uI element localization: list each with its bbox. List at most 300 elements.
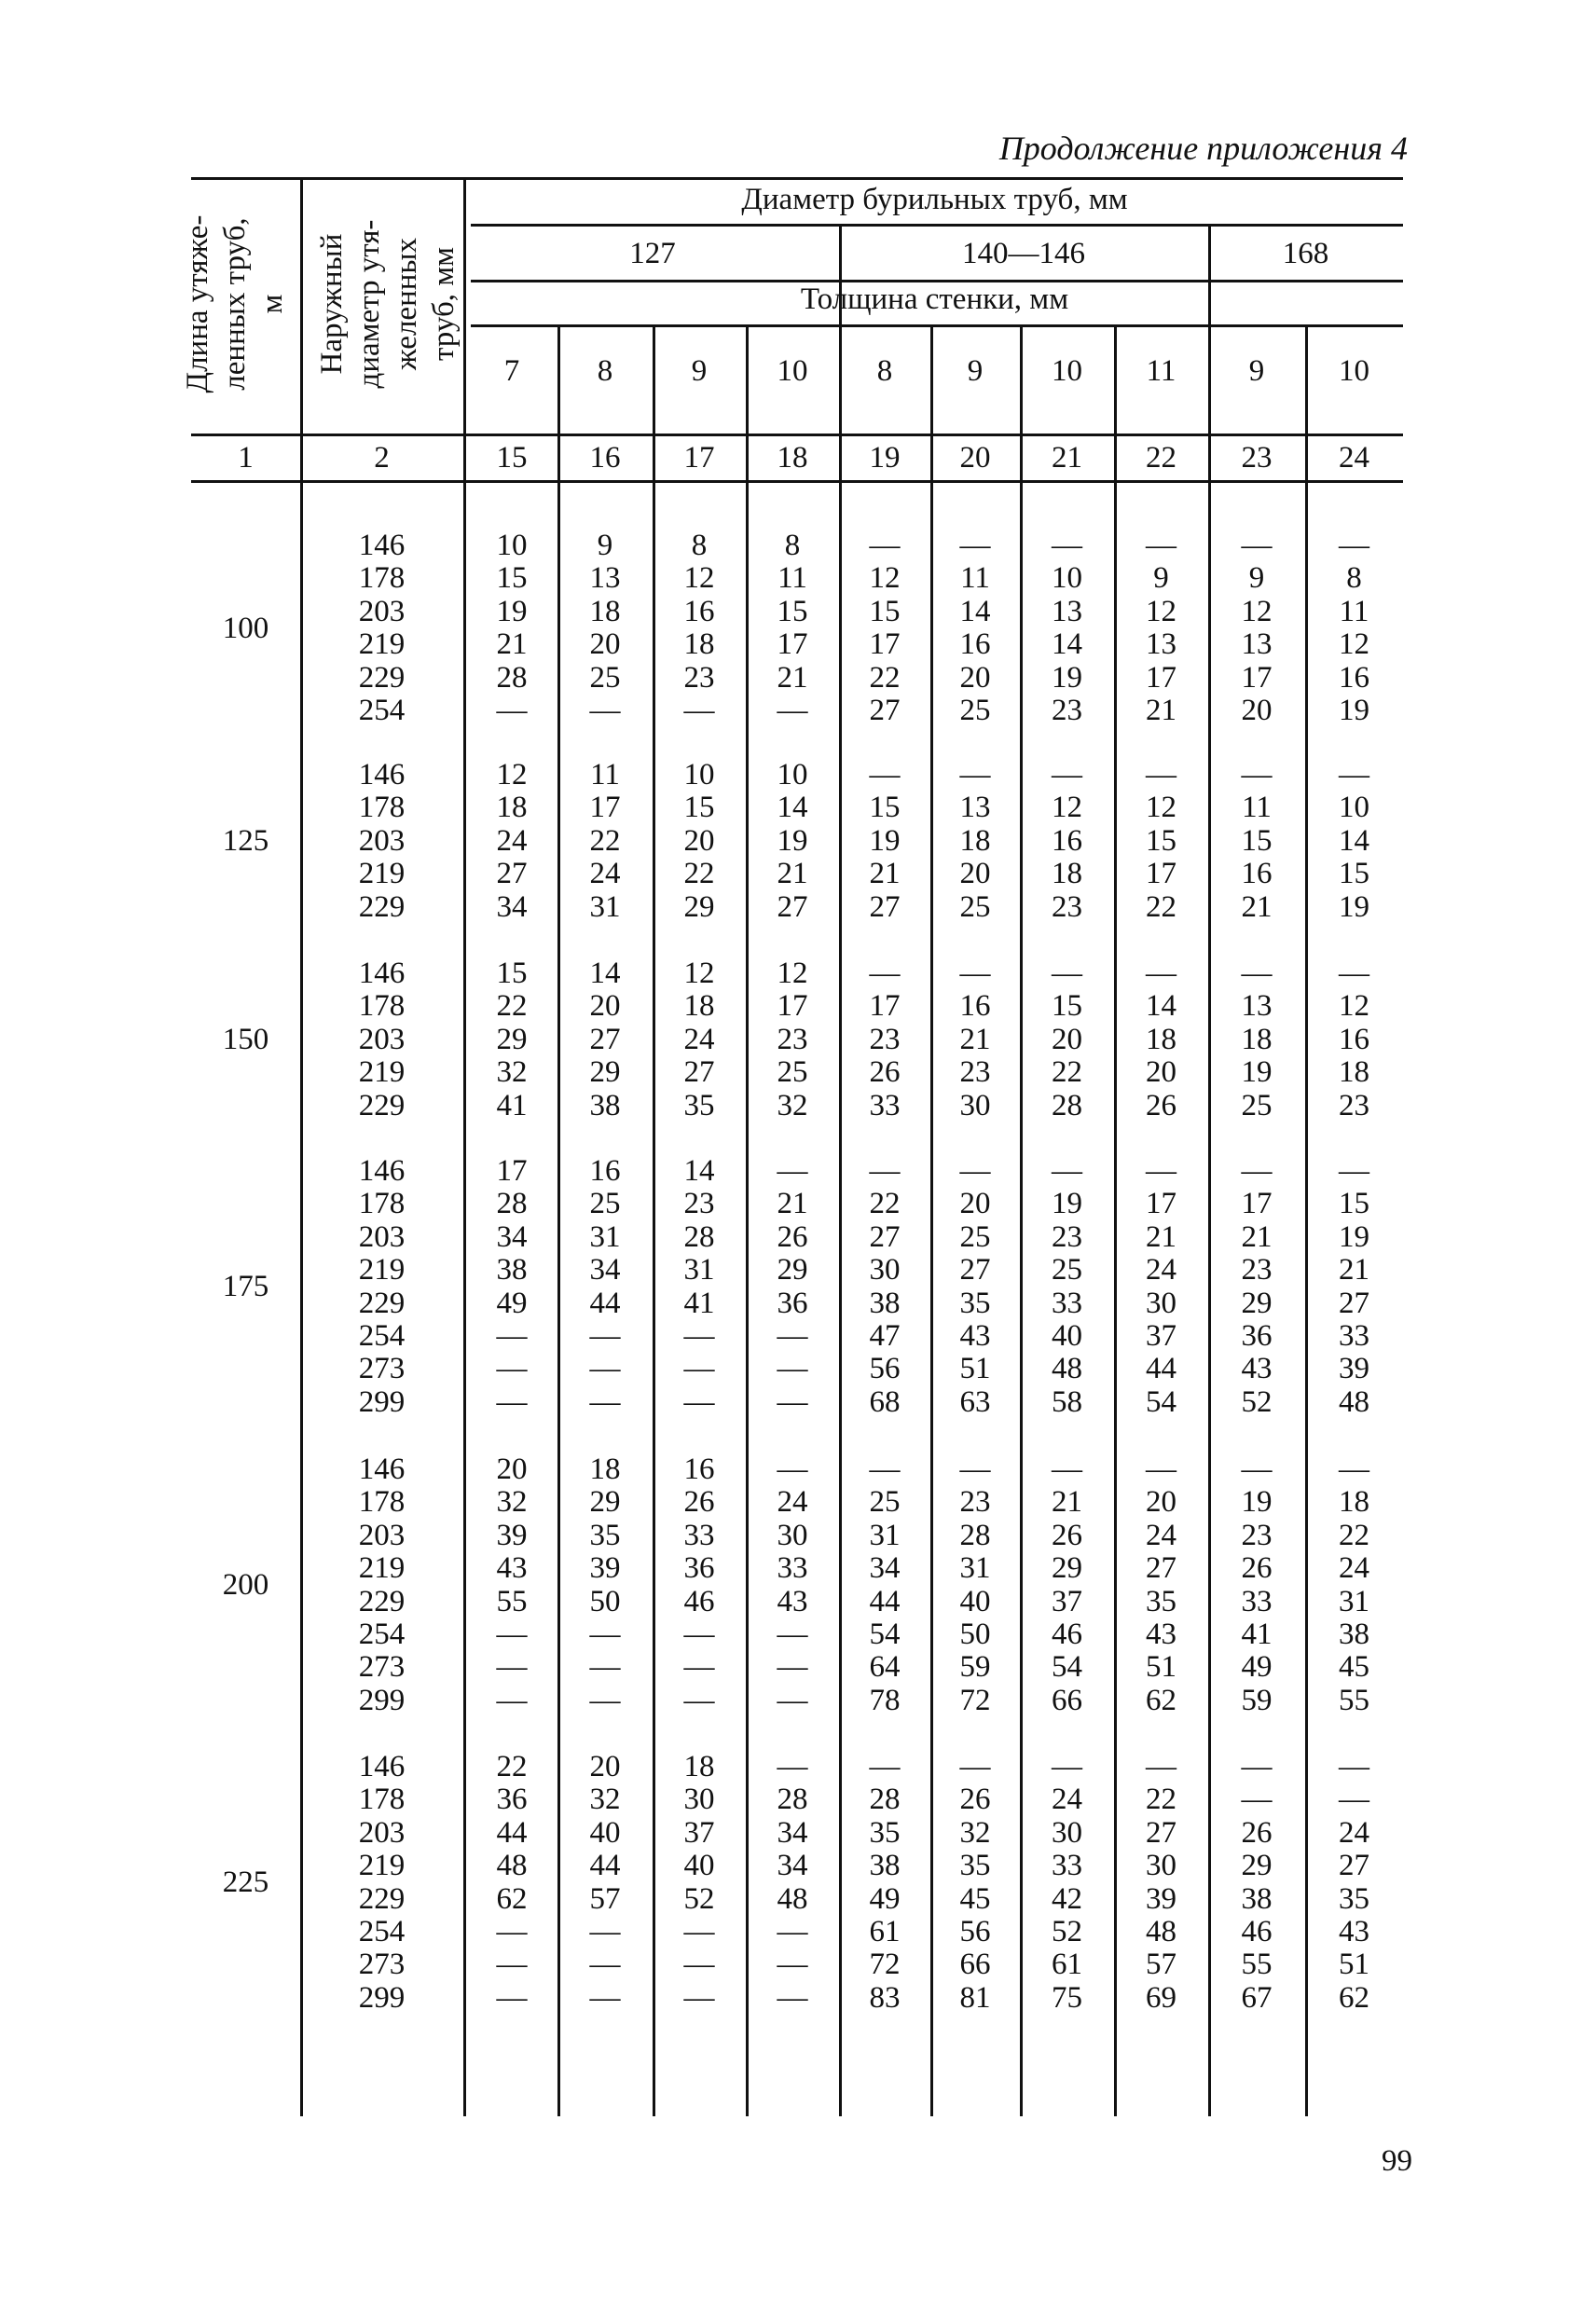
table-cell: 61 [1052,1948,1082,1982]
column-number-1: 1 [238,441,254,475]
table-cell: 27 [683,1055,715,1090]
table-cell: 39 [589,1551,621,1586]
table-cell: — [683,1319,715,1354]
table-cell: 23 [869,1022,901,1056]
value-column [1305,1751,1403,2015]
table-cell: 62 [1339,1980,1369,2015]
table-cell: 25 [959,889,991,924]
table-cell: — [496,1618,528,1652]
table-cell: 46 [1241,1915,1273,1949]
table-cell: — [1052,957,1082,990]
od-value: 273 [358,1650,406,1685]
thickness-header-3: 9 [691,354,708,388]
header-od-line2: диаметр утя- [352,219,386,389]
table-cell: 67 [1241,1980,1273,2015]
table-cell: 49 [496,1286,528,1320]
table-cell: 20 [959,660,991,695]
table-cell: 17 [1146,660,1176,695]
od-value: 203 [358,823,406,858]
table-cell: 38 [1339,1618,1369,1652]
table-cell: — [1241,1750,1273,1783]
table-cell: 18 [683,627,715,662]
thickness-header-2: 8 [597,354,613,388]
table-cell: 64 [869,1650,901,1685]
table-cell: 41 [1241,1618,1273,1652]
table-cell: 14 [959,594,991,628]
table-cell: — [683,1915,715,1949]
table-cell: 56 [869,1352,901,1386]
length-cell: 100 [222,611,269,645]
table-cell: 32 [496,1485,528,1520]
table-cell: 31 [683,1253,715,1287]
table-cell: 66 [1052,1683,1082,1717]
column-number-18: 18 [777,441,808,475]
table-cell: — [1146,957,1176,990]
table-cell: 17 [1146,857,1176,891]
table-cell: 54 [1052,1650,1082,1685]
table-cell: — [1146,529,1176,562]
table-cell: 28 [869,1783,901,1817]
value-column [1114,759,1208,924]
table-cell: 18 [589,594,621,628]
table-cell: 30 [1146,1849,1176,1883]
table-cell: 35 [589,1518,621,1552]
table-cell: 20 [589,989,621,1024]
header-drillpipe-diameter: Диаметр бурильных труб, мм [741,183,1128,216]
table-cell: 22 [1146,1783,1176,1817]
table-cell: 34 [777,1849,808,1883]
table-cell: 11 [590,758,620,792]
table-cell: 35 [1339,1881,1369,1916]
table-cell: — [1339,529,1369,562]
table-cell: — [1146,1750,1176,1783]
table-cell: 29 [1052,1551,1082,1586]
value-column [1305,530,1403,727]
table-cell: 43 [1146,1618,1176,1652]
table-cell: 59 [959,1650,991,1685]
table-cell: 29 [589,1055,621,1090]
value-column [557,1155,653,1419]
table-cell: — [1146,1453,1176,1486]
table-cell: 11 [1339,594,1369,628]
table-cell: 19 [1339,694,1369,728]
value-column [1208,530,1305,727]
od-value: 146 [358,529,406,562]
table-cell: 22 [496,989,528,1024]
table-cell: 26 [1146,1088,1176,1122]
table-cell: 17 [869,627,901,662]
table-cell: 23 [1052,889,1082,924]
value-column [839,957,930,1122]
table-cell: 14 [1339,823,1369,858]
od-value: 229 [358,1088,406,1122]
table-cell: 40 [683,1849,715,1883]
od-value: 146 [358,1453,406,1486]
table-cell: 62 [1146,1683,1176,1717]
table-cell: 26 [777,1219,808,1254]
table-cell: 32 [496,1055,528,1090]
table-cell: 28 [683,1219,715,1254]
value-column [1305,1155,1403,1419]
value-column [1305,759,1403,924]
table-cell: — [1339,758,1369,792]
length-cell: 150 [222,1022,269,1056]
column-number-22: 22 [1146,441,1176,475]
table-cell: — [869,758,901,792]
od-value: 254 [358,1915,406,1949]
od-value: 178 [358,1187,406,1221]
table-cell: — [959,1750,991,1783]
table-cell: — [683,1618,715,1652]
thickness-header-1: 7 [503,354,520,388]
table-cell: 16 [589,1154,621,1188]
table-cell: 28 [496,1187,528,1221]
table-cell: 26 [683,1485,715,1520]
table-cell: 16 [1052,823,1082,858]
table-cell: 16 [959,627,991,662]
table-cell: 45 [959,1881,991,1916]
header-length [179,188,291,420]
table-cell: 17 [1241,660,1273,695]
table-cell: 20 [1241,694,1273,728]
column-number-20: 20 [959,441,991,475]
table-cell: 23 [959,1055,991,1090]
table-cell: 16 [1241,857,1273,891]
value-column [746,1751,839,2015]
table-cell: 21 [1241,1219,1273,1254]
table-cell: 27 [1339,1286,1369,1320]
table-cell: 17 [1241,1187,1273,1221]
header-diameter-140-146: 140—146 [962,237,1085,270]
table-cell: — [683,1384,715,1419]
table-cell: 19 [1339,1219,1369,1254]
value-column [466,759,557,924]
value-column [930,1751,1020,2015]
table-cell: — [1146,1154,1176,1188]
table-cell: — [777,1319,808,1354]
column-number-2: 2 [374,441,390,475]
table-cell: 12 [869,561,901,596]
table-cell: 41 [683,1286,715,1320]
table-cell: 23 [1052,1219,1082,1254]
od-value: 219 [358,627,406,662]
table-cell: — [683,1352,715,1386]
table-cell: 33 [1339,1319,1369,1354]
table-cell: 72 [869,1948,901,1982]
table-cell: 8 [784,529,801,562]
table-cell: 22 [1146,889,1176,924]
table-cell: — [1052,529,1082,562]
table-cell: — [869,529,901,562]
table-cell: 16 [1339,1022,1369,1056]
table-cell: 33 [777,1551,808,1586]
value-column [1208,1155,1305,1419]
table-cell: — [496,1352,528,1386]
table-cell: — [496,1650,528,1685]
table-cell: 18 [683,1750,715,1783]
table-cell: 43 [959,1319,991,1354]
table-cell: 27 [869,889,901,924]
table-cell: 29 [683,889,715,924]
table-cell: 21 [1052,1485,1082,1520]
table-cell: 33 [1052,1849,1082,1883]
table-cell: 21 [869,857,901,891]
table-cell: 51 [1146,1650,1176,1685]
od-column [310,530,454,727]
table-cell: 35 [959,1849,991,1883]
table-cell: 14 [1146,989,1176,1024]
value-column [839,759,930,924]
column-number-16: 16 [589,441,621,475]
table-cell: 8 [1346,561,1362,596]
thickness-title-rule [471,324,1403,327]
table-cell: — [1052,1750,1082,1783]
table-cell: 12 [1146,791,1176,825]
value-column [1020,759,1114,924]
table-cell: — [1339,1453,1369,1486]
length-cell: 225 [222,1865,269,1899]
table-cell: 19 [1339,889,1369,924]
table-cell: 45 [1339,1650,1369,1685]
value-column [839,1453,930,1717]
header-od-line3: желенных [390,237,423,371]
table-cell: — [777,1750,808,1783]
table-cell: 49 [869,1881,901,1916]
table-cell: 38 [496,1253,528,1287]
column-number-24: 24 [1339,441,1369,475]
od-value: 178 [358,791,406,825]
table-cell: 34 [589,1253,621,1287]
od-value: 146 [358,957,406,990]
table-cell: 19 [1052,660,1082,695]
value-column [930,759,1020,924]
table-cell: 57 [589,1881,621,1916]
table-cell: 25 [589,1187,621,1221]
table-cell: — [496,1384,528,1419]
table-cell: 29 [1241,1286,1273,1320]
value-column [1020,1751,1114,2015]
table-cell: 30 [1052,1815,1082,1850]
page-number: 99 [1382,2144,1412,2178]
column-number-19: 19 [869,441,901,475]
table-cell: 20 [1146,1055,1176,1090]
value-column [839,530,930,727]
thickness-header-4: 10 [777,354,808,388]
table-cell: 35 [959,1286,991,1320]
value-column [466,1751,557,2015]
header-wall-thickness: Толщина стенки, мм [800,282,1069,316]
table-cell: — [1241,529,1273,562]
table-cell: 14 [1052,627,1082,662]
value-column [1114,1453,1208,1717]
table-cell: 44 [1146,1352,1176,1386]
value-column [1114,957,1208,1122]
table-cell: 43 [1339,1915,1369,1949]
table-cell: 14 [683,1154,715,1188]
table-cell: 38 [589,1088,621,1122]
table-cell: 22 [1052,1055,1082,1090]
table-cell: 52 [1052,1915,1082,1949]
table-cell: 18 [1146,1022,1176,1056]
od-column [310,759,454,924]
table-cell: 33 [869,1088,901,1122]
table-cell: 17 [869,989,901,1024]
table-cell: 31 [869,1518,901,1552]
table-cell: — [589,1683,621,1717]
table-cell: 24 [496,823,528,858]
table-cell: 23 [683,660,715,695]
table-cell: 49 [1241,1650,1273,1685]
table-cell: 36 [496,1783,528,1817]
length-cell: 175 [222,1269,269,1303]
table-cell: 15 [1146,823,1176,858]
table-cell: — [589,1384,621,1419]
thickness-header-5: 8 [876,354,893,388]
table-cell: 21 [777,857,808,891]
value-column [1114,530,1208,727]
table-cell: 22 [496,1750,528,1783]
table-cell: 23 [683,1187,715,1221]
table-cell: — [683,1650,715,1685]
table-cell: 55 [1241,1948,1273,1982]
thickness-header-6: 9 [967,354,984,388]
table-cell: 10 [496,529,528,562]
table-cell: 25 [777,1055,808,1090]
table-cell: 34 [496,889,528,924]
od-value: 229 [358,1881,406,1916]
table-cell: — [777,1683,808,1717]
table-cell: 25 [1052,1253,1082,1287]
od-value: 219 [358,1055,406,1090]
length-cell: 200 [222,1567,269,1602]
od-value: 178 [358,1783,406,1817]
table-cell: 20 [1052,1022,1082,1056]
table-cell: 31 [1339,1584,1369,1618]
table-cell: 17 [777,989,808,1024]
table-cell: — [869,1750,901,1783]
table-cell: — [959,957,991,990]
table-cell: — [869,1453,901,1486]
table-cell: 81 [959,1980,991,2015]
table-cell: — [777,1384,808,1419]
table-cell: 29 [589,1485,621,1520]
table-cell: 24 [777,1485,808,1520]
value-column [839,1751,930,2015]
od-value: 229 [358,889,406,924]
table-cell: — [1339,1154,1369,1188]
table-cell: 38 [869,1849,901,1883]
table-cell: 13 [1241,627,1273,662]
value-column [1020,530,1114,727]
od-value: 203 [358,1518,406,1552]
value-column [466,1155,557,1419]
table-cell: 13 [1241,989,1273,1024]
table-cell: 12 [1339,989,1369,1024]
value-column [930,530,1020,727]
table-cell: 9 [1248,561,1265,596]
od-value: 273 [358,1352,406,1386]
table-cell: — [1241,957,1273,990]
header-length-line3: м [255,294,289,314]
table-cell: 37 [1146,1319,1176,1354]
table-cell: 48 [1339,1384,1369,1419]
od-value: 219 [358,1551,406,1586]
value-column [930,1155,1020,1419]
table-cell: — [777,1154,808,1188]
od-value: 254 [358,1319,406,1354]
table-cell: — [869,957,901,990]
od-column [310,1155,454,1419]
table-cell: 29 [1241,1849,1273,1883]
thickness-header-9: 9 [1248,354,1265,388]
table-cell: 16 [683,594,715,628]
table-cell: — [496,1980,528,2015]
value-column [557,759,653,924]
table-cell: — [589,694,621,728]
table-cell: 27 [959,1253,991,1287]
value-column [1114,1155,1208,1419]
table-cell: 20 [589,1750,621,1783]
table-cell: 19 [1241,1485,1273,1520]
table-cell: 12 [1241,594,1273,628]
table-cell: — [1052,758,1082,792]
od-value: 146 [358,758,406,792]
table-cell: 20 [959,1187,991,1221]
table-cell: 29 [496,1022,528,1056]
value-column [1020,957,1114,1122]
table-cell: 21 [1146,1219,1176,1254]
table-cell: — [869,1154,901,1188]
table-cell: 42 [1052,1881,1082,1916]
table-cell: 27 [1339,1849,1369,1883]
table-cell: 44 [589,1849,621,1883]
table-cell: 27 [869,694,901,728]
table-cell: 41 [496,1088,528,1122]
table-cell: 55 [496,1584,528,1618]
table-cell: — [1241,1154,1273,1188]
table-cell: 59 [1241,1683,1273,1717]
od-column [310,1453,454,1717]
table-cell: 44 [869,1584,901,1618]
table-cell: — [1339,957,1369,990]
table-cell: 30 [869,1253,901,1287]
value-column [466,957,557,1122]
table-cell: 35 [1146,1584,1176,1618]
table-cell: 27 [1146,1551,1176,1586]
table-cell: 15 [1241,823,1273,858]
table-cell: 24 [1339,1815,1369,1850]
table-cell: 39 [1339,1352,1369,1386]
value-column [557,530,653,727]
value-column [653,1453,746,1717]
value-column [746,1155,839,1419]
table-cell: 24 [1146,1518,1176,1552]
table-cell: — [959,1154,991,1188]
table-cell: 57 [1146,1948,1176,1982]
table-cell: 15 [869,791,901,825]
table-cell: 32 [777,1088,808,1122]
top-rule [191,177,1403,180]
table-cell: — [1052,1453,1082,1486]
table-cell: 58 [1052,1384,1082,1419]
table-cell: — [777,1948,808,1982]
table-cell: 22 [869,660,901,695]
table-cell: 66 [959,1948,991,1982]
table-cell: 26 [1241,1551,1273,1586]
od-value: 178 [358,1485,406,1520]
table-cell: 52 [1241,1384,1273,1419]
table-cell: 24 [589,857,621,891]
